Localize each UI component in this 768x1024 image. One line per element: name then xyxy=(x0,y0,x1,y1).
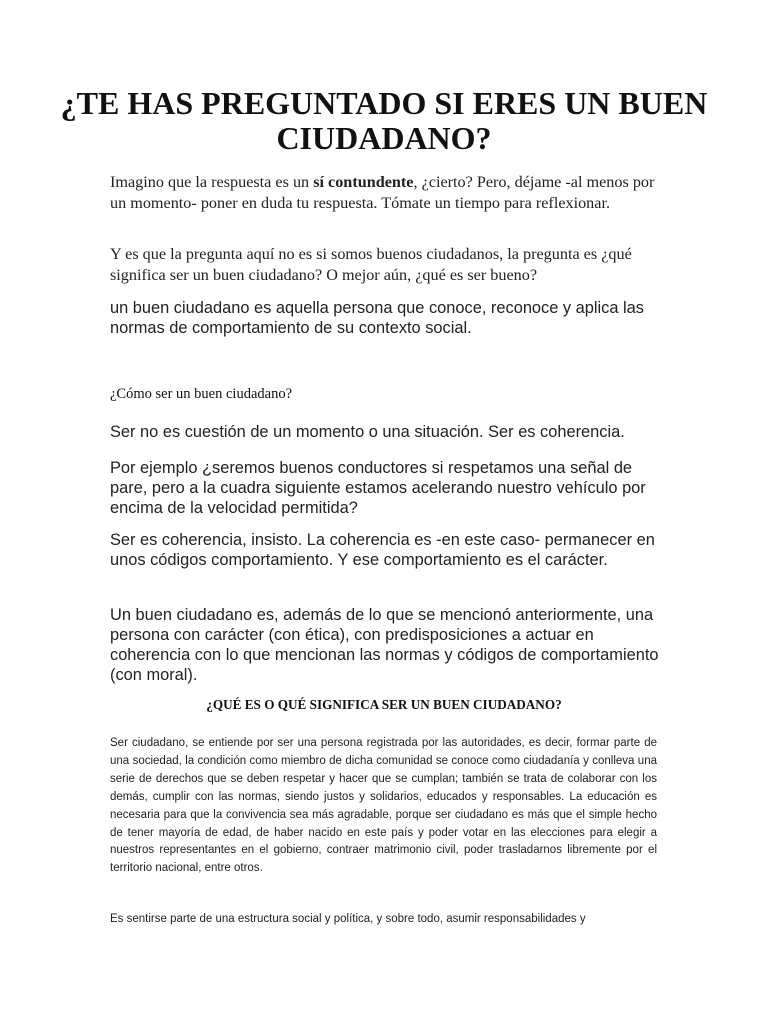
intro-bold-text: sí contundente xyxy=(313,173,414,191)
question-paragraph: Y es que la pregunta aquí no es si somos buenos ciudadanos, la pregunta es ¿qué significa ser un buen ciudadano? O mejor aún, ¿qué es ser bueno? xyxy=(110,245,632,284)
citizen-definition-paragraph: Ser ciudadano, se entiende por ser una persona registrada por las autoridades, es decir, formar parte de una sociedad, la condición como miembro de dicha comunidad se conoce como ciudadanía y conlleva una serie de derechos que se deben respetar y hacer que se cumplan; también se trata de colaborar con los demás, cumplir con las normas, siendo justos y solidarios, educados y responsables. La educación es necesaria para que la convivencia sea más agradable, porque ser ciudadano es más que el simple hecho de tener mayoría de edad, de haber nacido en este país y poder votar en las elecciones para elegir a nuestros representantes en el gobierno, contraer matrimonio civil, poder trasladarnos libremente por el territorio nacional, entre otros. xyxy=(110,737,657,875)
intro-text-end: , ¿cierto? Pero, déjame -al menos por un momento- poner en duda tu respuesta. Tómate un tiempo para reflexionar. xyxy=(110,173,655,212)
how-to-heading: ¿Cómo ser un buen ciudadano? xyxy=(110,386,293,402)
intro-paragraph xyxy=(110,172,658,213)
intro-text-start: Imagino que la respuesta es un xyxy=(110,173,314,191)
section-title: ¿QUÉ ES O QUÉ SIGNIFICA SER UN BUEN CIUDADANO? xyxy=(206,697,562,712)
example-paragraph: Por ejemplo ¿seremos buenos conductores si respetamos una señal de pare, pero a la cuadra siguiente estamos acelerando nuestro vehículo por encima de la velocidad permitida? xyxy=(110,459,646,517)
good-citizen-paragraph: Un buen ciudadano es, además de lo que se mencionó anteriormente, una persona con carácter (con ética), con predisposiciones a actuar en coherencia con lo que mencionan las normas y códigos de comportamiento (con moral). xyxy=(110,606,659,684)
definition-paragraph: un buen ciudadano es aquella persona que conoce, reconoce y aplica las normas de comportamiento de su contexto social. xyxy=(110,299,644,337)
page-title: ¿TE HAS PREGUNTADO SI ERES UN BUEN CIUDADANO? xyxy=(60,85,708,156)
coherence-paragraph: Ser no es cuestión de un momento o una situación. Ser es coherencia. xyxy=(110,423,625,441)
coherence-insist-paragraph: Ser es coherencia, insisto. La coherencia es -en este caso- permanecer en unos códigos comportamiento. Y ese comportamiento es el carácter. xyxy=(110,531,655,569)
closing-paragraph-line: Es sentirse parte de una estructura social y política, y sobre todo, asumir responsabilidades y xyxy=(110,913,586,925)
